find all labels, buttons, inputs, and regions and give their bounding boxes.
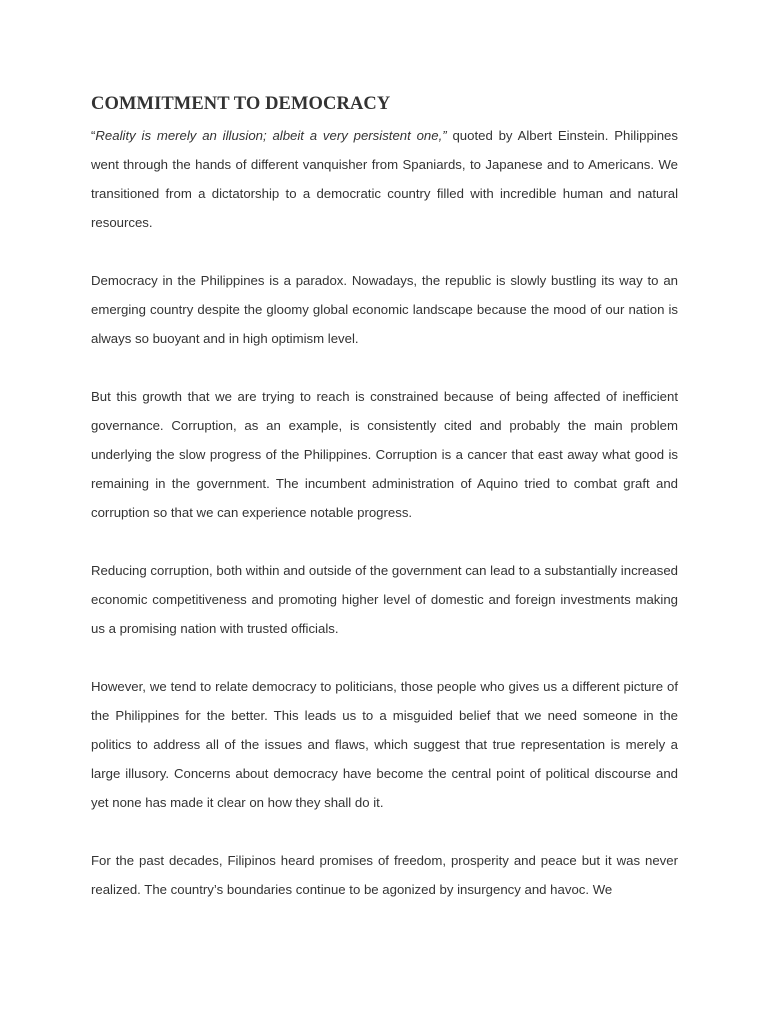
paragraph-past-decades: For the past decades, Filipinos heard promises of freedom, prosperity and peace but it was never realized. The country’s boundaries continue to be agonized by insurgency and havoc. We — [91, 853, 678, 897]
paragraph-politicians: However, we tend to relate democracy to politicians, those people who gives us a different picture of the Philippines for the better. This leads us to a misguided belief that we need someone in the politics to address all of the issues and flaws, which suggest that true representation is merely a large illusory. Concerns about democracy have become the central point of political discourse and yet none has made it clear on how they shall do it. — [91, 679, 678, 810]
paragraph-democracy-paradox: Democracy in the Philippines is a paradox. Nowadays, the republic is slowly bustling its way to an emerging country despite the gloomy global economic landscape because the mood of our nation is always so buoyant and in high optimism level. — [91, 273, 678, 346]
einstein-quote: Reality is merely an illusion; albeit a very persistent one,” — [95, 128, 447, 143]
intro-open-quote: “ — [91, 128, 96, 143]
document-page — [91, 92, 678, 933]
paragraph-reducing-corruption: Reducing corruption, both within and outside of the government can lead to a substantially increased economic competitiveness and promoting higher level of domestic and foreign investments making us a promising nation with trusted officials. — [91, 563, 678, 636]
paragraph-governance: But this growth that we are trying to reach is constrained because of being affected of inefficient governance. Corruption, as an example, is consistently cited and probably the main problem underlying the slow progress of the Philippines. Corruption is a cancer that east away what good is remaining in the government. The incumbent administration of Aquino tried to combat graft and corruption so that we can experience notable progress. — [91, 389, 678, 520]
document-title: COMMITMENT TO DEMOCRACY — [91, 94, 391, 114]
intro-paragraph — [91, 121, 678, 237]
intro-text: quoted by Albert Einstein. Philippines went through the hands of different vanquisher from Spaniards, to Japanese and to Americans. We transitioned from a dictatorship to a democratic country filled with incredible human and natural resources. — [91, 128, 678, 230]
